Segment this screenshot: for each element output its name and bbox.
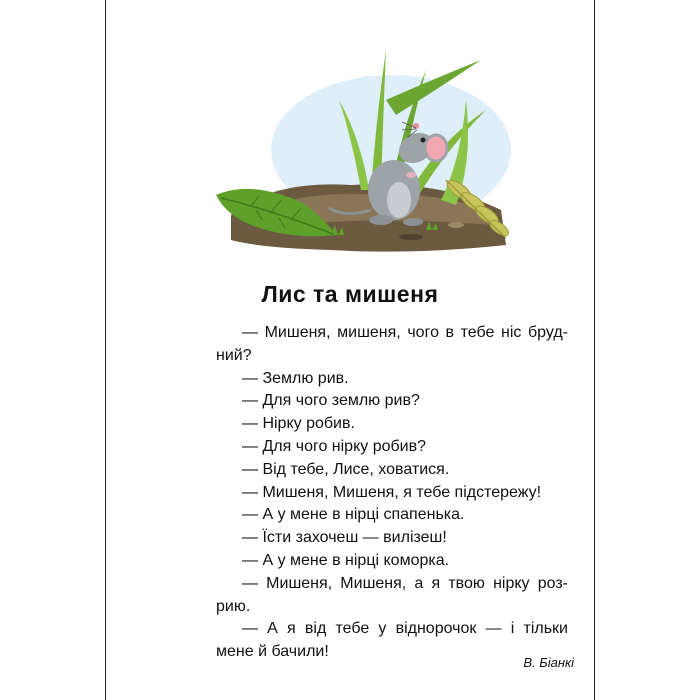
story-line: ний? (216, 346, 252, 364)
story-line: — А у мене в нірці спапенька. (242, 506, 465, 524)
mouse-in-grass-illustration (211, 40, 511, 260)
story-line: — Нірку робив. (242, 415, 355, 433)
story-title: Лис та мишеня (261, 281, 439, 307)
story-line: — Від тебе, Лисе, ховатися. (242, 460, 450, 478)
story-line: — А у мене в нірці коморка. (242, 551, 450, 569)
story-text (216, 322, 568, 664)
story-author: В. Біанкі (523, 655, 574, 670)
story-line: рию. (216, 597, 251, 615)
story-line: — Землю рив. (242, 369, 349, 387)
story-line: — Мишеня, мишеня, чого в тебе ніс бруд- (242, 324, 568, 341)
story-line: — Їсти захочеш — вилізеш! (242, 529, 447, 547)
story-line: — Для чого землю рив? (242, 392, 420, 410)
story-line: — Мишеня, Мишеня, а я твою нірку роз- (242, 574, 568, 592)
story-line: — Для чого нірку робив? (242, 437, 426, 455)
story-line: — Мишеня, Мишеня, я тебе підстережу! (242, 483, 542, 501)
book-page (105, 0, 595, 700)
story-line: мене й бачили! (216, 643, 329, 661)
story-line: — А я від тебе у віднорочок — і тільки (242, 620, 568, 638)
